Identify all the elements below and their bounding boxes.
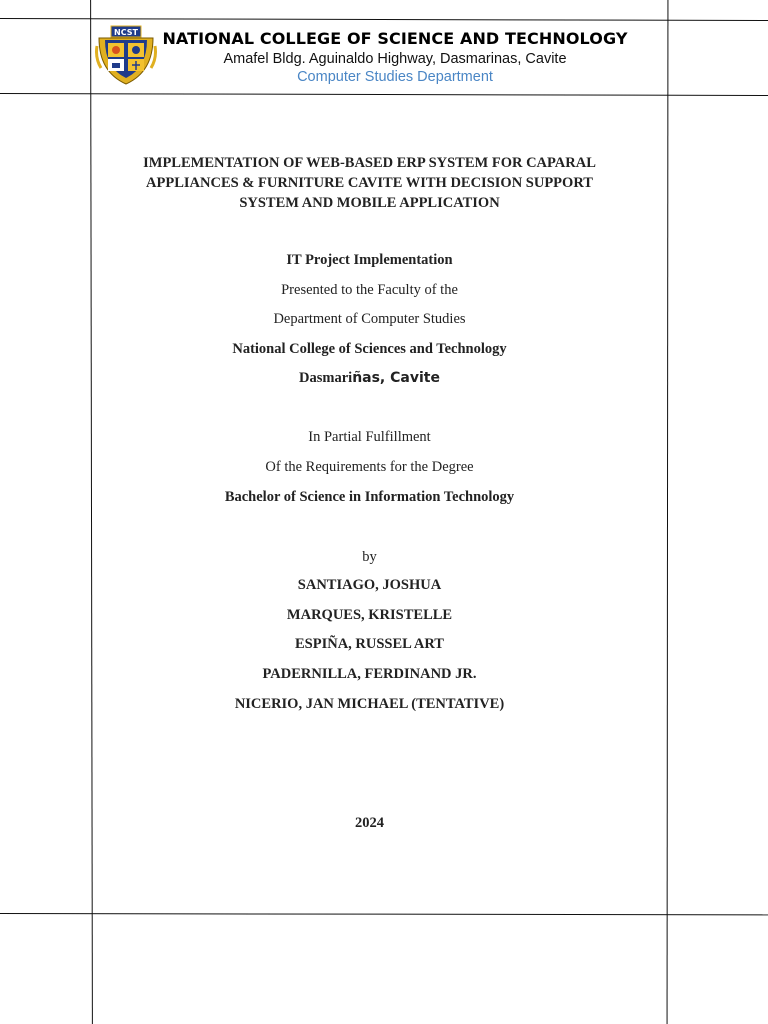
- college-seal-logo: [95, 24, 157, 86]
- project-title: [92, 153, 647, 213]
- by-label: by: [362, 549, 377, 565]
- border-line-right: [667, 0, 669, 1024]
- presented-to: Presented to the Faculty of the: [281, 282, 458, 298]
- college-name: NATIONAL COLLEGE OF SCIENCE AND TECHNOLOGY: [162, 29, 628, 48]
- title-line-3: SYSTEM AND MOBILE APPLICATION: [239, 195, 500, 211]
- border-line-bottom: [0, 913, 768, 915]
- degree-name: Bachelor of Science in Information Technology: [224, 489, 515, 505]
- location-part-2: ñas, Cavite: [352, 370, 440, 386]
- letterhead: [155, 29, 635, 86]
- author-name: ESPIÑA, RUSSEL ART: [295, 636, 444, 652]
- location-part-1: Dasmari: [299, 370, 353, 386]
- border-line-header-bottom: [0, 93, 768, 96]
- author-name: NICERIO, JAN MICHAEL (TENTATIVE): [234, 696, 505, 712]
- presented-location: [92, 369, 647, 387]
- year: 2024: [355, 815, 384, 831]
- college-address: Amafel Bldg. Aguinaldo Highway, Dasmarinas, Cavite: [223, 51, 567, 67]
- author-name: SANTIAGO, JOSHUA: [297, 577, 442, 593]
- border-line-top: [0, 18, 768, 21]
- logo-text: NCST: [114, 28, 138, 37]
- fulfillment-line-2: Of the Requirements for the Degree: [265, 459, 474, 475]
- author-name: PADERNILLA, FERDINAND JR.: [262, 666, 477, 682]
- department-name: Computer Studies Department: [297, 69, 493, 85]
- title-line-1: IMPLEMENTATION OF WEB-BASED ERP SYSTEM FOR CAPARAL: [143, 155, 596, 171]
- fulfillment-line-1: In Partial Fulfillment: [308, 429, 431, 445]
- presented-college: National College of Sciences and Technology: [232, 341, 507, 357]
- author-name: MARQUES, KRISTELLE: [286, 607, 453, 623]
- project-type: IT Project Implementation: [286, 252, 453, 268]
- presented-department: Department of Computer Studies: [273, 311, 466, 327]
- title-line-2: APPLIANCES & FURNITURE CAVITE WITH DECISION SUPPORT: [146, 175, 593, 191]
